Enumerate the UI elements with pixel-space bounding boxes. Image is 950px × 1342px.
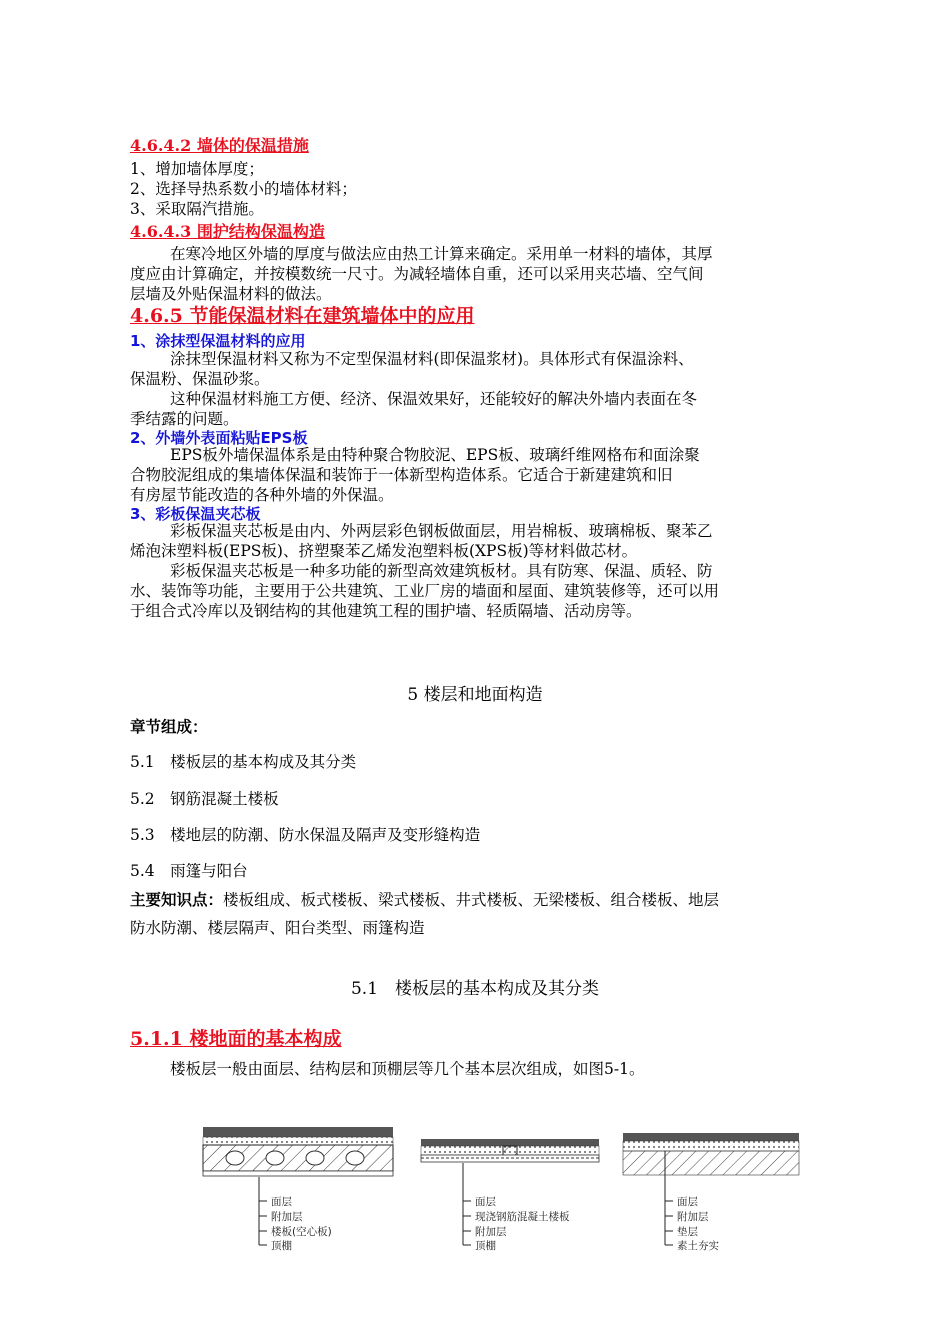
list-item: 3、采取隔汽措施。: [130, 200, 264, 218]
diagram-label: 面层: [271, 1196, 292, 1208]
diagram-label: 现浇钢筋混凝土楼板: [475, 1211, 570, 1223]
paragraph-line: 度应由计算确定，并按模数统一尺寸。为减轻墙体自重，还可以采用夹芯墙、空气间: [130, 265, 704, 283]
chapter-composition-label: 章节组成：: [130, 718, 208, 736]
section-heading-4642: 4.6.4.2 墙体的保温措施: [130, 136, 309, 155]
paragraph-line: 合物胶泥组成的集墙体保温和装饰于一体新型构造体系。它适合于新建建筑和旧: [130, 466, 673, 484]
diagram-label: 素土夯实: [677, 1240, 719, 1252]
diagram-label: 顶棚: [475, 1240, 496, 1252]
paragraph-line: 有房屋节能改造的各种外墙的外保温。: [130, 486, 394, 504]
chapter-title: 5 楼层和地面构造: [407, 685, 543, 705]
toc-item: 5.2 钢筋混凝土楼板: [130, 790, 279, 808]
section-heading-465: 4.6.5 节能保温材料在建筑墙体中的应用: [130, 305, 475, 327]
section-heading-4643: 4.6.4.3 围护结构保温构造: [130, 222, 325, 241]
key-points-line: [130, 891, 719, 910]
key-points-text: 楼板组成、板式楼板、梁式楼板、井式楼板、无梁楼板、组合楼板、地层: [223, 891, 720, 909]
floor-section-diagram-b: [413, 1115, 613, 1265]
toc-item: 5.4 雨篷与阳台: [130, 862, 248, 880]
paragraph-line: 保温粉、保温砂浆。: [130, 370, 270, 388]
list-item: 1、增加墙体厚度；: [130, 160, 264, 178]
diagram-label: 面层: [475, 1196, 496, 1208]
toc-item: 5.3 楼地层的防潮、防水保温及隔声及变形缝构造: [130, 826, 481, 844]
paragraph-line: 层墙及外贴保温材料的做法。: [130, 285, 332, 303]
key-points-line-2: 防水防潮、楼层隔声、阳台类型、雨篷构造: [130, 919, 425, 937]
subsection-heading-3: 3、彩板保温夹芯板: [130, 505, 261, 523]
diagram-label: 楼板(空心板): [271, 1226, 332, 1238]
diagram-label: 顶棚: [271, 1240, 292, 1252]
ground-section-diagram-c: [617, 1115, 807, 1265]
paragraph-line: EPS板外墙保温体系是由特种聚合物胶泥、EPS板、玻璃纤维网格布和面涂聚: [170, 446, 700, 464]
diagram-label: 垫层: [677, 1226, 698, 1238]
paragraph-line: 于组合式冷库以及钢结构的其他建筑工程的围护墙、轻质隔墙、活动房等。: [130, 602, 642, 620]
paragraph-line: 这种保温材料施工方便、经济、保温效果好，还能较好的解决外墙内表面在冬: [170, 390, 698, 408]
diagram-label: 附加层: [271, 1211, 303, 1223]
paragraph-line: 彩板保温夹芯板是一种多功能的新型高效建筑板材。具有防寒、保温、质轻、防: [170, 562, 713, 580]
subsection-heading-2: 2、外墙外表面粘贴EPS板: [130, 429, 308, 447]
section-title-51: 5.1 楼板层的基本构成及其分类: [350, 979, 600, 999]
paragraph-line: 楼板层一般由面层、结构层和顶棚层等几个基本层次组成，如图5-1。: [170, 1060, 645, 1078]
paragraph-line: 烯泡沫塑料板(EPS板)、挤塑聚苯乙烯发泡塑料板(XPS板)等材料做芯材。: [130, 542, 638, 560]
paragraph-line: 水、装饰等功能，主要用于公共建筑、工业厂房的墙面和屋面、建筑装修等，还可以用: [130, 582, 720, 600]
subsection-heading-1: 1、涂抹型保温材料的应用: [130, 332, 306, 350]
paragraph-line: 季结露的问题。: [130, 410, 239, 428]
toc-item: 5.1 楼板层的基本构成及其分类: [130, 753, 357, 771]
section-heading-511: 5.1.1 楼地面的基本构成: [130, 1028, 342, 1050]
diagram-label: 面层: [677, 1196, 698, 1208]
paragraph-line: 涂抹型保温材料又称为不定型保温材料(即保温浆材)。具体形式有保温涂料、: [170, 350, 694, 368]
diagram-label: 附加层: [677, 1211, 709, 1223]
key-points-label: 主要知识点：: [130, 891, 224, 909]
paragraph-line: 在寒冷地区外墙的厚度与做法应由热工计算来确定。采用单一材料的墙体，其厚: [170, 245, 713, 263]
diagram-label: 附加层: [475, 1226, 507, 1238]
list-item: 2、选择导热系数小的墙体材料；: [130, 180, 357, 198]
floor-section-diagram-a: [195, 1115, 405, 1265]
paragraph-line: 彩板保温夹芯板是由内、外两层彩色钢板做面层，用岩棉板、玻璃棉板、聚苯乙: [170, 522, 713, 540]
